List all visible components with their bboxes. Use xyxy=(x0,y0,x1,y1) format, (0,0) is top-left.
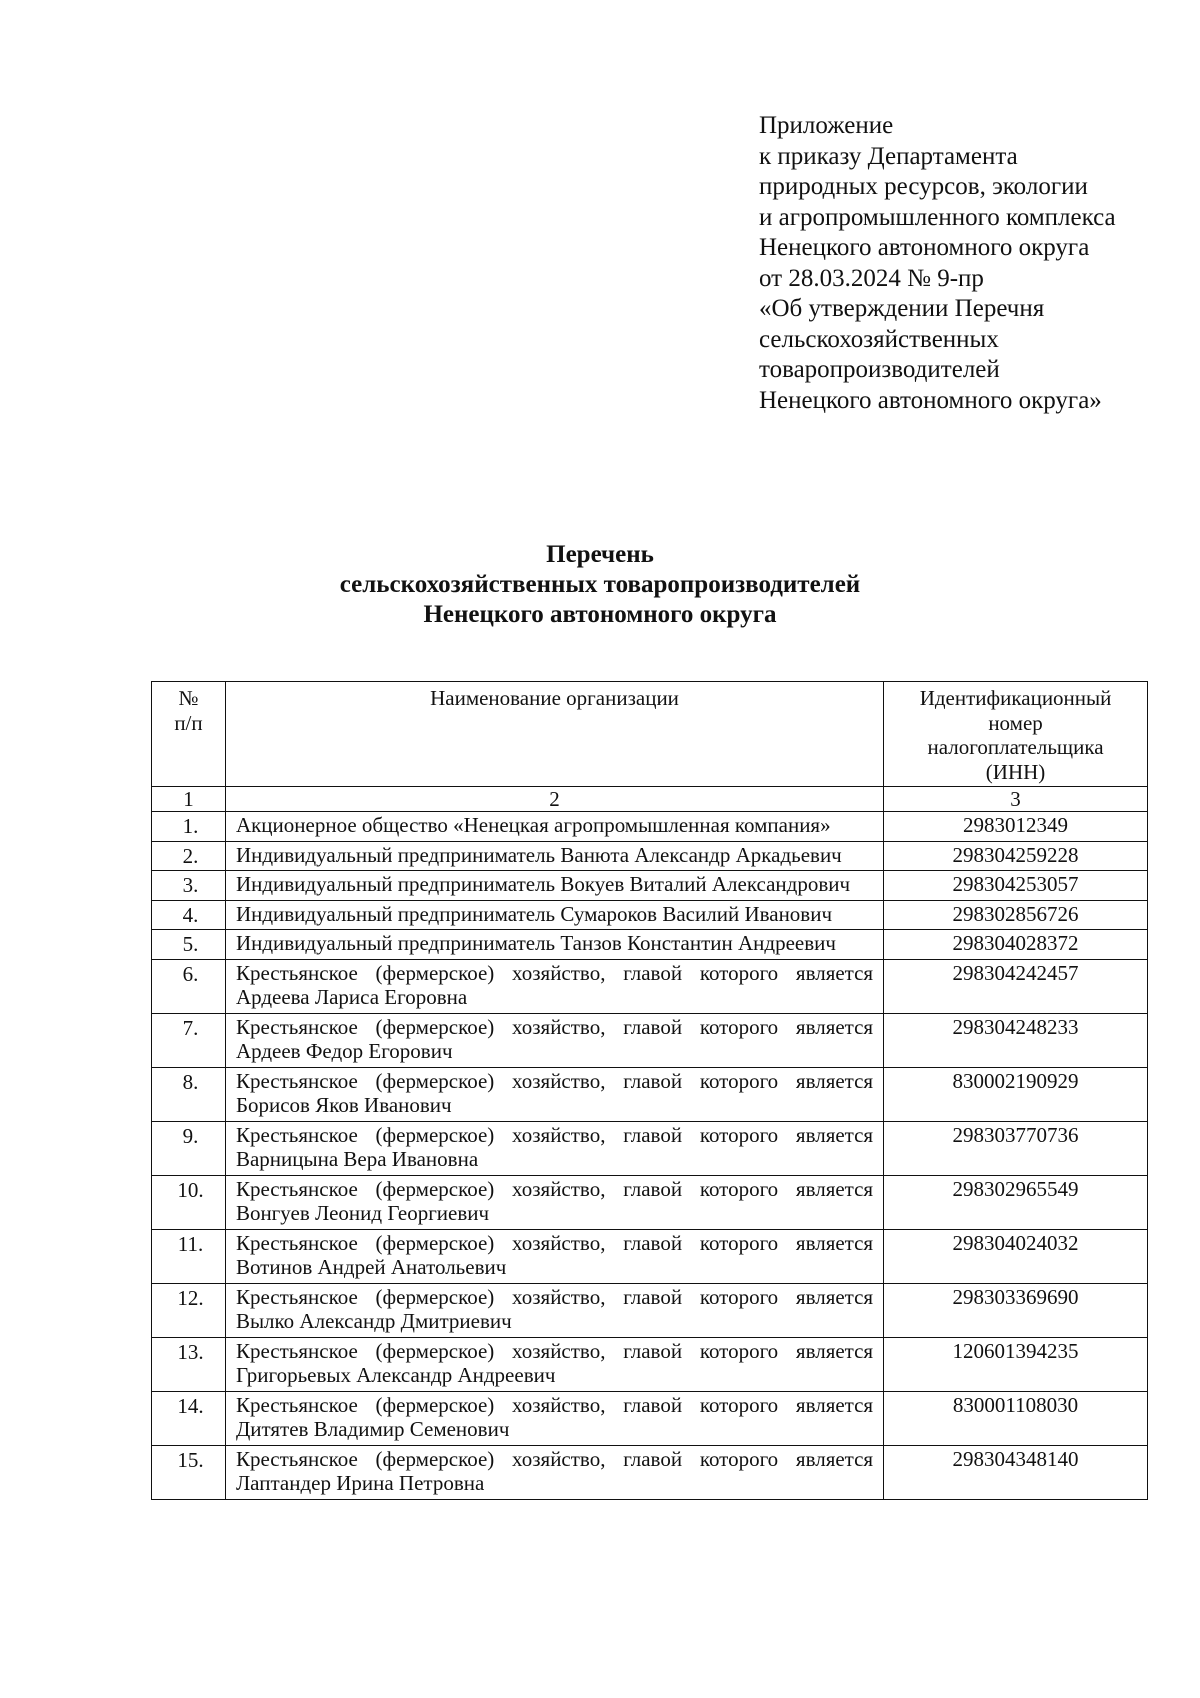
organization-name: Крестьянское (фермерское) хозяйство, главой которого является Вотинов Андрей Анатольевич xyxy=(225,1229,883,1283)
organization-name: Крестьянское (фермерское) хозяйство, главой которого является Ардеева Лариса Егоровна xyxy=(225,959,883,1013)
inn-value: 120601394235 xyxy=(884,1337,1148,1391)
title-line: сельскохозяйственных товаропроизводителей xyxy=(339,571,861,598)
inn-value: 298304028372 xyxy=(884,930,1148,960)
column-index: 2 xyxy=(225,787,883,812)
row-number: 5. xyxy=(152,930,226,960)
header-inn-line: номер xyxy=(988,710,1043,735)
table-row xyxy=(152,812,1148,842)
row-number: 12. xyxy=(152,1283,226,1337)
title-line: Перечень xyxy=(546,541,654,568)
header-inn xyxy=(884,682,1148,787)
organization-name: Крестьянское (фермерское) хозяйство, главой которого является Лаптандер Ирина Петровна xyxy=(225,1445,883,1499)
appendix-line: сельскохозяйственных xyxy=(759,325,999,353)
table-row xyxy=(152,1391,1148,1445)
inn-value: 2983012349 xyxy=(884,812,1148,842)
table-row xyxy=(152,959,1148,1013)
inn-value: 298304024032 xyxy=(884,1229,1148,1283)
table-row xyxy=(152,1337,1148,1391)
inn-value: 298303369690 xyxy=(884,1283,1148,1337)
appendix-line: и агропромышленного комплекса xyxy=(759,203,1116,231)
row-number: 6. xyxy=(152,959,226,1013)
table-row xyxy=(152,1121,1148,1175)
organization-name: Крестьянское (фермерское) хозяйство, главой которого является Вылко Александр Дмитриевич xyxy=(225,1283,883,1337)
appendix-block xyxy=(759,111,1179,416)
organization-name: Индивидуальный предприниматель Ванюта Александр Аркадьевич xyxy=(225,841,883,871)
table-row xyxy=(152,1445,1148,1499)
row-number: 14. xyxy=(152,1391,226,1445)
producers-table xyxy=(151,681,1148,1500)
appendix-line: от 28.03.2024 № 9-пр xyxy=(759,264,984,292)
row-number: 10. xyxy=(152,1175,226,1229)
column-index: 3 xyxy=(884,787,1148,812)
inn-value: 830002190929 xyxy=(884,1067,1148,1121)
inn-value: 298304253057 xyxy=(884,871,1148,901)
table-row xyxy=(152,1283,1148,1337)
appendix-line: товаропроизводителей xyxy=(759,356,1000,383)
appendix-line: Ненецкого автономного округа» xyxy=(759,386,1102,414)
header-inn-line: налогоплательщика xyxy=(927,735,1104,759)
organization-name: Крестьянское (фермерское) хозяйство, главой которого является Ардеев Федор Егорович xyxy=(225,1013,883,1067)
inn-value: 298302965549 xyxy=(884,1175,1148,1229)
document-title xyxy=(0,540,1200,630)
organization-name: Крестьянское (фермерское) хозяйство, главой которого является Варницына Вера Ивановна xyxy=(225,1121,883,1175)
header-number xyxy=(152,682,226,787)
table-row xyxy=(152,1175,1148,1229)
inn-value: 298303770736 xyxy=(884,1121,1148,1175)
row-number: 13. xyxy=(152,1337,226,1391)
table-row xyxy=(152,1229,1148,1283)
appendix-line: природных ресурсов, экологии xyxy=(759,173,1088,200)
row-number: 9. xyxy=(152,1121,226,1175)
column-index-row xyxy=(152,787,1148,812)
inn-value: 298304348140 xyxy=(884,1445,1148,1499)
table-row xyxy=(152,841,1148,871)
organization-name: Индивидуальный предприниматель Сумароков Василий Иванович xyxy=(225,900,883,930)
appendix-line: Приложение xyxy=(759,112,894,139)
inn-value: 298304248233 xyxy=(884,1013,1148,1067)
table-row xyxy=(152,1067,1148,1121)
organization-name: Крестьянское (фермерское) хозяйство, главой которого является Борисов Яков Иванович xyxy=(225,1067,883,1121)
row-number: 8. xyxy=(152,1067,226,1121)
table-row xyxy=(152,1013,1148,1067)
inn-value: 298304242457 xyxy=(884,959,1148,1013)
inn-value: 298304259228 xyxy=(884,841,1148,871)
organization-name: Индивидуальный предприниматель Танзов Константин Андреевич xyxy=(225,930,883,960)
row-number: 2. xyxy=(152,841,226,871)
organization-name: Акционерное общество «Ненецкая агропромышленная компания» xyxy=(225,812,883,842)
row-number: 7. xyxy=(152,1013,226,1067)
table-row xyxy=(152,871,1148,901)
appendix-line: к приказу Департамента xyxy=(759,142,1018,170)
row-number: 11. xyxy=(152,1229,226,1283)
table-row xyxy=(152,900,1148,930)
row-number: 4. xyxy=(152,900,226,930)
appendix-line: Ненецкого автономного округа xyxy=(759,234,1090,261)
inn-value: 298302856726 xyxy=(884,900,1148,930)
appendix-line: «Об утверждении Перечня xyxy=(759,295,1045,322)
row-number: 3. xyxy=(152,871,226,901)
table-header-row xyxy=(152,682,1148,787)
row-number: 15. xyxy=(152,1445,226,1499)
title-line: Ненецкого автономного округа xyxy=(423,601,777,628)
column-index: 1 xyxy=(152,787,226,812)
header-inn-line: Идентификационный xyxy=(919,686,1112,710)
organization-name: Индивидуальный предприниматель Вокуев Виталий Александрович xyxy=(225,871,883,901)
header-number-line: № xyxy=(178,686,199,710)
header-number-line: п/п xyxy=(174,710,203,735)
header-inn-line: (ИНН) xyxy=(985,759,1046,784)
inn-value: 830001108030 xyxy=(884,1391,1148,1445)
organization-name: Крестьянское (фермерское) хозяйство, главой которого является Дитятев Владимир Семенович xyxy=(225,1391,883,1445)
table-row xyxy=(152,930,1148,960)
organization-name: Крестьянское (фермерское) хозяйство, главой которого является Григорьевых Александр Андреевич xyxy=(225,1337,883,1391)
row-number: 1. xyxy=(152,812,226,842)
organization-name: Крестьянское (фермерское) хозяйство, главой которого является Вонгуев Леонид Георгиевич xyxy=(225,1175,883,1229)
header-organization: Наименование организации xyxy=(225,682,883,787)
